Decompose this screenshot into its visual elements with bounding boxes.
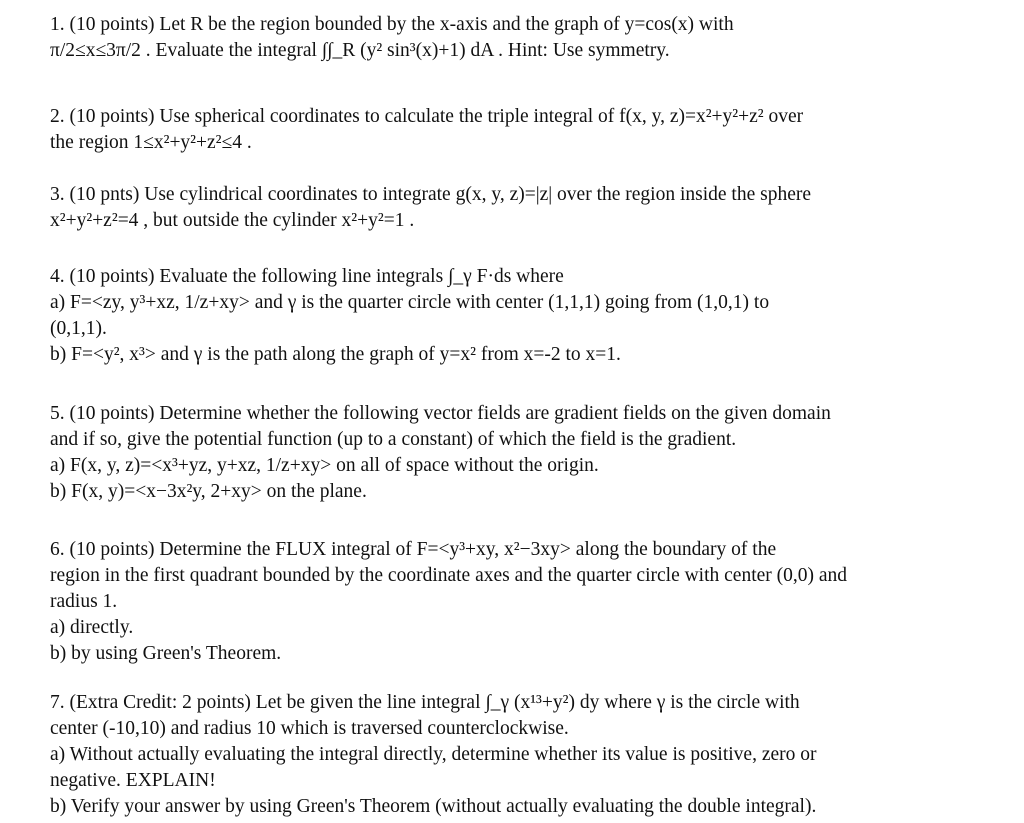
problem-line: 3. (10 pnts) Use cylindrical coordinates to integrate g(x, y, z)=|z| over the region inside the sphere (50, 184, 812, 205)
problem-part-b: b) F(x, y)=<x−3x²y, 2+xy> on the plane. (50, 481, 367, 502)
problem-line: the region 1≤x²+y²+z²≤4 . (50, 132, 252, 153)
problem-part-b: b) Verify your answer by using Green's Theorem (without actually evaluating the double integral). (50, 796, 817, 817)
problem-part-b: b) by using Green's Theorem. (50, 643, 282, 664)
problem-part-a: a) F(x, y, z)=<x³+yz, y+xz, 1/z+xy> on all of space without the origin. (50, 455, 599, 476)
problem-line: 2. (10 points) Use spherical coordinates to calculate the triple integral of f(x, y, z)=x²+y²+z² over (50, 106, 804, 127)
problem-7 (50, 690, 954, 820)
problem-line: π/2≤x≤3π/2 . Evaluate the integral ∫∫_R (y² sin³(x)+1) dA . Hint: Use symmetry. (50, 40, 670, 61)
problem-1 (50, 12, 954, 64)
problem-line: negative. EXPLAIN! (50, 770, 216, 791)
problem-line: center (-10,10) and radius 10 which is traversed counterclockwise. (50, 718, 569, 739)
problem-part-b: b) F=<y², x³> and γ is the path along the graph of y=x² from x=-2 to x=1. (50, 344, 621, 365)
problem-part-a: a) directly. (50, 617, 134, 638)
problem-line: x²+y²+z²=4 , but outside the cylinder x²+y²=1 . (50, 210, 415, 231)
problem-line: region in the first quadrant bounded by the coordinate axes and the quarter circle with center (0,0) and (50, 565, 848, 586)
problem-part-a: a) Without actually evaluating the integral directly, determine whether its value is positive, zero or (50, 744, 817, 765)
problem-line: 1. (10 points) Let R be the region bounded by the x-axis and the graph of y=cos(x) with (50, 14, 734, 35)
problem-line: radius 1. (50, 591, 118, 612)
problem-line: 5. (10 points) Determine whether the following vector fields are gradient fields on the given domain (50, 403, 831, 424)
problem-line: 7. (Extra Credit: 2 points) Let be given the line integral ∫_γ (x¹³+y²) dy where γ is the circle with (50, 692, 800, 713)
problem-part-a: a) F=<zy, y³+xz, 1/z+xy> and γ is the quarter circle with center (1,1,1) going from (1,0,1) to (50, 292, 770, 313)
problem-4 (50, 264, 954, 368)
problem-line: and if so, give the potential function (up to a constant) of which the field is the gradient. (50, 429, 737, 450)
problem-5 (50, 401, 954, 505)
problem-3 (50, 182, 954, 234)
problem-line: 6. (10 points) Determine the FLUX integral of F=<y³+xy, x²−3xy> along the boundary of the (50, 539, 777, 560)
problem-line: (0,1,1). (50, 318, 107, 339)
problem-6 (50, 537, 954, 667)
problem-line: 4. (10 points) Evaluate the following line integrals ∫_γ F·ds where (50, 266, 564, 287)
problem-2 (50, 104, 954, 156)
